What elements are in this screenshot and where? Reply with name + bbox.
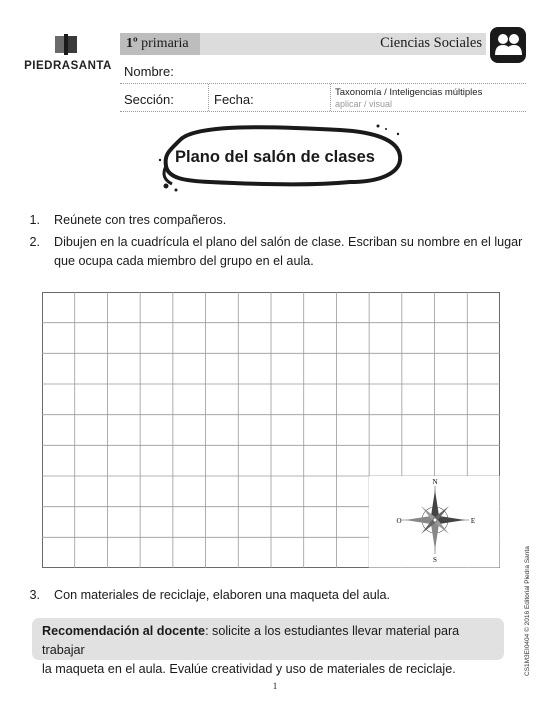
drawing-grid[interactable]: [42, 292, 500, 568]
recommendation-label: Recomendación al docente: [42, 624, 206, 638]
list-number: 2.: [29, 235, 40, 249]
list-number: 1.: [29, 213, 40, 227]
name-field[interactable]: [120, 83, 526, 84]
compass-n: N: [432, 478, 438, 486]
taxonomy-label: Taxonomía / Inteligencias múltiples: [335, 87, 483, 98]
compass-s: S: [433, 556, 437, 564]
subject-title: Ciencias Sociales: [380, 35, 482, 51]
taxonomy-values: aplicar / visual: [335, 99, 393, 109]
copyright-code: CS1M3EI0404 © 2016 Editorial Piedra Santa: [524, 546, 531, 676]
teacher-recommendation: [32, 618, 504, 676]
instruction-2-line2: que ocupa cada miembro del grupo en el aula.: [54, 254, 314, 268]
book-icon: [53, 34, 79, 56]
recommendation-text-1: : solicite a los estudiantes llevar material para trabajar: [42, 624, 460, 657]
list-number: 3.: [29, 588, 40, 602]
group-icon: [490, 27, 526, 63]
instruction-3: Con materiales de reciclaje, elaboren una maqueta del aula.: [54, 588, 391, 602]
section-label: Sección:: [124, 92, 174, 107]
section-date-field[interactable]: [120, 111, 526, 112]
instruction-2-line1: Dibujen en la cuadrícula el plano del salón de clase. Escriban su nombre en el lugar: [54, 235, 523, 249]
publisher-logo: PIEDRASANTA: [24, 60, 112, 72]
compass-o: O: [396, 517, 402, 525]
divider: [330, 84, 331, 111]
date-label: Fecha:: [214, 92, 254, 107]
recommendation-text-2: la maqueta en el aula. Evalúe creatividad y uso de materiales de reciclaje.: [42, 662, 456, 676]
page-title: Plano del salón de clases: [175, 148, 375, 166]
divider: [208, 84, 209, 111]
instruction-1: Reúnete con tres compañeros.: [54, 213, 227, 227]
compass-e: E: [470, 517, 476, 525]
grade-label: 1º primaria: [126, 36, 189, 51]
page-number: 1: [272, 681, 278, 691]
name-label: Nombre:: [124, 64, 174, 79]
